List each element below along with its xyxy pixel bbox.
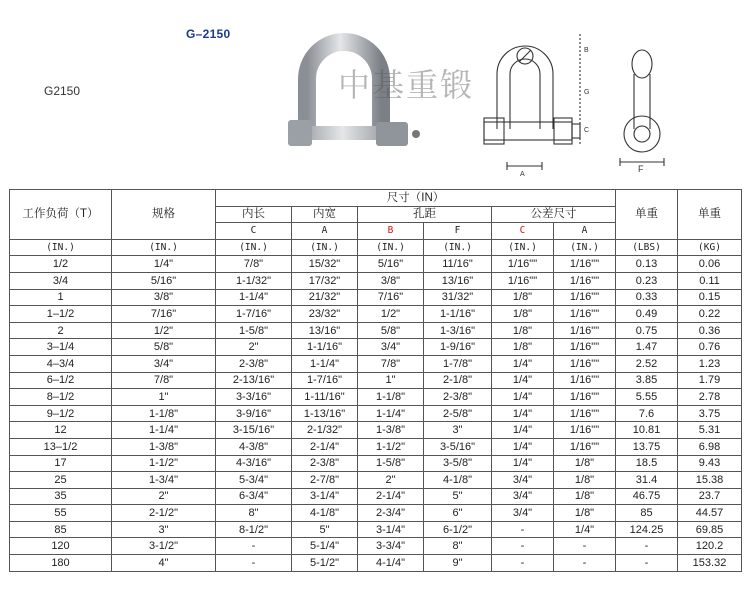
table-row xyxy=(10,422,742,439)
table-cell: 2-3/8" xyxy=(216,355,292,372)
table-cell: 1-1/8" xyxy=(112,405,216,422)
unit-cell: (IN.) xyxy=(424,239,492,256)
table-cell: 31/32" xyxy=(424,289,492,306)
table-cell: 0.23 xyxy=(616,272,678,289)
table-cell: 18.5 xyxy=(616,455,678,472)
table-cell: 1.47 xyxy=(616,339,678,356)
table-cell: 1-3/4" xyxy=(112,472,216,489)
table-cell: 7.6 xyxy=(616,405,678,422)
letter-tol-a: A xyxy=(554,223,616,240)
table-cell: - xyxy=(492,521,554,538)
table-cell: 120 xyxy=(10,538,112,555)
table-cell: 3" xyxy=(112,521,216,538)
col-weight2-header: 单重 xyxy=(678,190,742,240)
table-cell: 2.52 xyxy=(616,355,678,372)
table-cell: 8" xyxy=(216,505,292,522)
table-cell: 5/8" xyxy=(112,339,216,356)
table-cell: 0.33 xyxy=(616,289,678,306)
table-cell: 2-1/32" xyxy=(292,422,358,439)
table-cell: 0.06 xyxy=(678,256,742,273)
table-cell: 1-11/16" xyxy=(292,389,358,406)
table-cell: 85 xyxy=(10,521,112,538)
table-cell: 5/8" xyxy=(358,322,424,339)
table-cell: 1/2" xyxy=(358,306,424,323)
drawing-label-f: F xyxy=(638,164,644,174)
table-cell: 1-7/16" xyxy=(216,306,292,323)
table-cell: 13/16" xyxy=(424,272,492,289)
drawing-label-c: C xyxy=(584,127,590,134)
table-cell: 3/8" xyxy=(358,272,424,289)
table-cell: 3-9/16" xyxy=(216,405,292,422)
table-cell: 6" xyxy=(424,505,492,522)
table-cell: 4" xyxy=(112,555,216,572)
table-cell: 120.2 xyxy=(678,538,742,555)
table-cell: 35 xyxy=(10,488,112,505)
table-cell: 15.38 xyxy=(678,472,742,489)
table-cell: 5/16" xyxy=(112,272,216,289)
table-cell: 1/16"" xyxy=(554,256,616,273)
table-cell: 1/16"" xyxy=(554,339,616,356)
brand-label: G–2150 xyxy=(186,27,231,41)
table-cell: 1-9/16" xyxy=(424,339,492,356)
table-cell: 1/4" xyxy=(492,389,554,406)
table-cell: 3/4 xyxy=(10,272,112,289)
table-cell: 12 xyxy=(10,422,112,439)
table-cell: 3.85 xyxy=(616,372,678,389)
group-size-header: 尺寸（IN） xyxy=(216,190,616,207)
table-row xyxy=(10,289,742,306)
table-cell: 2-1/4" xyxy=(358,488,424,505)
unit-cell: (IN.) xyxy=(292,239,358,256)
table-row xyxy=(10,372,742,389)
table-cell: 2-1/4" xyxy=(292,438,358,455)
table-cell: 1–1/2 xyxy=(10,306,112,323)
table-cell: 124.25 xyxy=(616,521,678,538)
table-row xyxy=(10,438,742,455)
table-cell: 2-1/8" xyxy=(424,372,492,389)
table-cell: 0.75 xyxy=(616,322,678,339)
table-cell: 1-3/8" xyxy=(112,438,216,455)
table-row xyxy=(10,256,742,273)
table-cell: - xyxy=(216,538,292,555)
table-cell: 0.13 xyxy=(616,256,678,273)
table-cell: 2-7/8" xyxy=(292,472,358,489)
table-cell: 1-1/4" xyxy=(216,289,292,306)
table-cell: 2" xyxy=(112,488,216,505)
table-cell: 9–1/2 xyxy=(10,405,112,422)
table-cell: 153.32 xyxy=(678,555,742,572)
table-cell: 3-1/4" xyxy=(292,488,358,505)
table-row xyxy=(10,488,742,505)
col-tolerance-header: 公差尺寸 xyxy=(492,206,616,223)
table-cell: 1/16"" xyxy=(554,405,616,422)
table-cell: 5-1/4" xyxy=(292,538,358,555)
table-cell: 1/16"" xyxy=(554,306,616,323)
table-cell: 1/16"" xyxy=(554,422,616,439)
table-cell: 1/16"" xyxy=(554,272,616,289)
col-load-header: 工作负荷（T） xyxy=(10,190,112,240)
table-cell: 1-5/8" xyxy=(216,322,292,339)
table-cell: 1-1/16" xyxy=(424,306,492,323)
table-cell: 13/16" xyxy=(292,322,358,339)
table-cell: 1/4" xyxy=(554,521,616,538)
table-cell: 7/8" xyxy=(358,355,424,372)
table-cell: 9.43 xyxy=(678,455,742,472)
table-cell: 3/4" xyxy=(358,339,424,356)
table-cell: 1-3/16" xyxy=(424,322,492,339)
table-cell: 31.4 xyxy=(616,472,678,489)
table-cell: 1-1/32" xyxy=(216,272,292,289)
table-cell: 3-5/16" xyxy=(424,438,492,455)
table-cell: 1-1/2" xyxy=(112,455,216,472)
letter-a: A xyxy=(292,223,358,240)
unit-cell: (KG) xyxy=(678,239,742,256)
table-cell: 13–1/2 xyxy=(10,438,112,455)
table-cell: - xyxy=(492,538,554,555)
table-cell: 4-3/16" xyxy=(216,455,292,472)
drawing-label-a: A xyxy=(520,171,525,178)
table-cell: 3-3/4" xyxy=(358,538,424,555)
table-cell: 1/8" xyxy=(492,289,554,306)
table-cell: 1 xyxy=(10,289,112,306)
table-cell: 0.49 xyxy=(616,306,678,323)
unit-cell: (IN.) xyxy=(554,239,616,256)
table-cell: 2" xyxy=(216,339,292,356)
table-cell: 10.81 xyxy=(616,422,678,439)
table-cell: 1/8" xyxy=(492,322,554,339)
unit-cell: (IN.) xyxy=(216,239,292,256)
table-cell: 1/16"" xyxy=(554,389,616,406)
spec-table xyxy=(9,189,742,572)
table-cell: 3/4" xyxy=(492,472,554,489)
table-cell: 6-1/2" xyxy=(424,521,492,538)
table-cell: 1/16"" xyxy=(492,272,554,289)
table-cell: 0.11 xyxy=(678,272,742,289)
table-row xyxy=(10,272,742,289)
table-cell: 1/16"" xyxy=(554,322,616,339)
table-cell: 3/8" xyxy=(112,289,216,306)
col-weight1-header: 单重 xyxy=(616,190,678,240)
table-cell: 1/4" xyxy=(492,355,554,372)
table-cell: - xyxy=(216,555,292,572)
table-cell: 5-3/4" xyxy=(216,472,292,489)
table-cell: 1-7/16" xyxy=(292,372,358,389)
table-cell: 1-13/16" xyxy=(292,405,358,422)
table-cell: 8–1/2 xyxy=(10,389,112,406)
table-cell: 1/4" xyxy=(492,372,554,389)
table-cell: 1.79 xyxy=(678,372,742,389)
table-cell: 46.75 xyxy=(616,488,678,505)
table-cell: 5-1/2" xyxy=(292,555,358,572)
table-cell: 2-3/4" xyxy=(358,505,424,522)
table-row xyxy=(10,538,742,555)
table-cell: - xyxy=(492,555,554,572)
unit-cell: (IN.) xyxy=(492,239,554,256)
table-cell: 180 xyxy=(10,555,112,572)
table-cell: 0.36 xyxy=(678,322,742,339)
table-cell: 1-1/4" xyxy=(292,355,358,372)
col-hole-header: 孔距 xyxy=(358,206,492,223)
table-cell: 23/32" xyxy=(292,306,358,323)
table-cell: 1" xyxy=(358,372,424,389)
table-cell: 69.85 xyxy=(678,521,742,538)
table-cell: - xyxy=(554,538,616,555)
table-row xyxy=(10,389,742,406)
table-cell: 3–1/4 xyxy=(10,339,112,356)
table-row xyxy=(10,505,742,522)
table-cell: 1-1/8" xyxy=(358,389,424,406)
drawing-label-g: G xyxy=(584,89,590,96)
table-row xyxy=(10,339,742,356)
table-cell: 8-1/2" xyxy=(216,521,292,538)
table-cell: 1/4" xyxy=(492,438,554,455)
table-cell: 9" xyxy=(424,555,492,572)
table-row xyxy=(10,455,742,472)
table-cell: 1/8" xyxy=(554,488,616,505)
header-row-1 xyxy=(10,190,742,207)
table-cell: 3-15/16" xyxy=(216,422,292,439)
table-cell: 1-1/4" xyxy=(112,422,216,439)
table-cell: 1-7/8" xyxy=(424,355,492,372)
table-cell: 1.23 xyxy=(678,355,742,372)
table-cell: 3-1/2" xyxy=(112,538,216,555)
table-cell: 1/8" xyxy=(492,306,554,323)
table-cell: 1" xyxy=(112,389,216,406)
table-cell: 23.7 xyxy=(678,488,742,505)
table-cell: 1/16"" xyxy=(554,438,616,455)
table-cell: 1/8" xyxy=(554,505,616,522)
table-cell: 25 xyxy=(10,472,112,489)
table-cell: 1-1/2" xyxy=(358,438,424,455)
table-cell: 4-1/8" xyxy=(424,472,492,489)
model-label: G2150 xyxy=(44,84,81,98)
table-cell: 3-5/8" xyxy=(424,455,492,472)
table-cell: 1/8" xyxy=(554,455,616,472)
unit-cell: (LBS) xyxy=(616,239,678,256)
table-cell: 6–1/2 xyxy=(10,372,112,389)
table-cell: 17 xyxy=(10,455,112,472)
unit-cell: (IN.) xyxy=(358,239,424,256)
table-cell: 2-3/8" xyxy=(424,389,492,406)
drawing-label-b: B xyxy=(584,47,589,54)
table-cell: 1/2 xyxy=(10,256,112,273)
table-cell: 4-3/8" xyxy=(216,438,292,455)
table-cell: 1/4" xyxy=(492,455,554,472)
col-inner-len-header: 内长 xyxy=(216,206,292,223)
table-cell: 1-3/8" xyxy=(358,422,424,439)
unit-cell: (IN.) xyxy=(112,239,216,256)
table-cell: 2" xyxy=(358,472,424,489)
table-cell: 2-3/8" xyxy=(292,455,358,472)
table-cell: 1/16"" xyxy=(554,289,616,306)
table-cell: 0.76 xyxy=(678,339,742,356)
letter-b: B xyxy=(358,223,424,240)
table-cell: 1/16"" xyxy=(554,372,616,389)
table-row xyxy=(10,405,742,422)
table-row xyxy=(10,472,742,489)
table-cell: 5" xyxy=(424,488,492,505)
letter-f: F xyxy=(424,223,492,240)
table-cell: 1/4" xyxy=(492,405,554,422)
table-cell: 0.15 xyxy=(678,289,742,306)
table-cell: 2.78 xyxy=(678,389,742,406)
table-cell: 1/4" xyxy=(492,422,554,439)
table-cell: 17/32" xyxy=(292,272,358,289)
table-row xyxy=(10,355,742,372)
table-cell: 3" xyxy=(424,422,492,439)
table-cell: 5.55 xyxy=(616,389,678,406)
table-cell: 3.75 xyxy=(678,405,742,422)
table-cell: 21/32" xyxy=(292,289,358,306)
table-cell: 4-1/4" xyxy=(358,555,424,572)
table-cell: 1-5/8" xyxy=(358,455,424,472)
table-cell: 2-1/2" xyxy=(112,505,216,522)
letter-tol-c: C xyxy=(492,223,554,240)
table-cell: 7/16" xyxy=(112,306,216,323)
table-cell: - xyxy=(554,555,616,572)
table-cell: 2 xyxy=(10,322,112,339)
table-cell: 3/4" xyxy=(492,488,554,505)
table-cell: 85 xyxy=(616,505,678,522)
shackle-drawing xyxy=(462,34,702,178)
table-cell: 1-1/4" xyxy=(358,405,424,422)
table-cell: 6-3/4" xyxy=(216,488,292,505)
table-cell: 7/16" xyxy=(358,289,424,306)
table-cell: 7/8" xyxy=(112,372,216,389)
table-cell: 13.75 xyxy=(616,438,678,455)
units-row xyxy=(10,239,742,256)
table-row xyxy=(10,521,742,538)
table-cell: 2-13/16" xyxy=(216,372,292,389)
letter-c: C xyxy=(216,223,292,240)
table-cell: 0.22 xyxy=(678,306,742,323)
table-cell: - xyxy=(616,555,678,572)
table-cell: 2-5/8" xyxy=(424,405,492,422)
table-cell: 5" xyxy=(292,521,358,538)
table-cell: 44.57 xyxy=(678,505,742,522)
col-inner-width-header: 内宽 xyxy=(292,206,358,223)
table-cell: 3/4" xyxy=(112,355,216,372)
table-cell: 11/16" xyxy=(424,256,492,273)
table-cell: 3/4" xyxy=(492,505,554,522)
table-cell: 1/4" xyxy=(112,256,216,273)
table-cell: 4-1/8" xyxy=(292,505,358,522)
table-row xyxy=(10,306,742,323)
table-cell: 1/16"" xyxy=(492,256,554,273)
table-cell: 5.31 xyxy=(678,422,742,439)
table-cell: 15/32" xyxy=(292,256,358,273)
table-cell: 8" xyxy=(424,538,492,555)
table-cell: 1/8" xyxy=(492,339,554,356)
table-cell: 5/16" xyxy=(358,256,424,273)
table-cell: 1-1/16" xyxy=(292,339,358,356)
table-row xyxy=(10,322,742,339)
table-cell: 4–3/4 xyxy=(10,355,112,372)
table-row xyxy=(10,555,742,572)
col-spec-header: 规格 xyxy=(112,190,216,240)
table-cell: 3-3/16" xyxy=(216,389,292,406)
table-cell: 3-1/4" xyxy=(358,521,424,538)
table-cell: - xyxy=(616,538,678,555)
table-cell: 1/2" xyxy=(112,322,216,339)
table-cell: 1/8" xyxy=(554,472,616,489)
table-cell: 1/16"" xyxy=(554,355,616,372)
table-cell: 7/8" xyxy=(216,256,292,273)
unit-cell: (IN.) xyxy=(10,239,112,256)
table-cell: 6.98 xyxy=(678,438,742,455)
table-cell: 55 xyxy=(10,505,112,522)
watermark: 中基重锻 xyxy=(338,66,475,104)
